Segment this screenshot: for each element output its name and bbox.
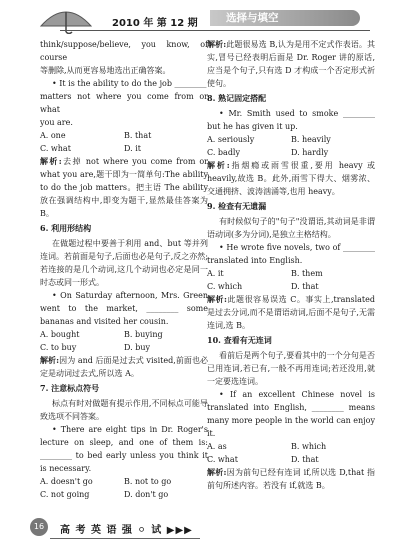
question-2: • On Saturday afternoon, Mrs. Green went to the market, ________ some bananas and visited her cousin. — [40, 291, 208, 326]
options-q1 — [40, 129, 208, 155]
option: C. not going — [40, 490, 90, 499]
options-q4 — [207, 133, 375, 159]
question-6: • If an excellent Chinese novel is translated into English, ________ means many more people in the world can enjoy it. — [207, 390, 375, 438]
option: D. buy — [124, 343, 151, 352]
section-7-title: 7. 注意标点符号 — [40, 383, 100, 393]
explanation-2: 解析:因为 and 后面是过去式 visited,前面也必定是动词过去式,所以选 A。 — [40, 355, 209, 378]
section-banner: 选择与填空 — [210, 10, 360, 26]
page-footer — [20, 518, 380, 538]
option: A. it — [207, 269, 224, 278]
section-9-title: 9. 检查有无遗漏 — [207, 201, 267, 211]
footer-title: 高 考 英 语 强 ⚪ 试 ▶▶▶ — [60, 525, 193, 536]
option: A. one — [40, 131, 66, 140]
section-10-text: 看前后是两个句子,要看其中的一个分句是否已用连词,若已有,一般不再用连词;若还没用,就一定要选连词。 — [207, 351, 375, 386]
question-1: • It is the ability to do the job ________ — [52, 79, 207, 88]
question-1-cont: matters not where you come from or what — [40, 92, 208, 114]
option: D. it — [124, 144, 141, 153]
option: A. bought — [40, 330, 80, 339]
option: C. what — [40, 144, 71, 153]
page-number: 16 — [30, 518, 48, 536]
section-9-text: 有时候似句子的"句子"没谓语,其动词是非谓语动词(多为分词),是独立主格结构。 — [207, 217, 375, 239]
options-q2 — [40, 328, 208, 354]
section-7-text: 标点有时对做题有提示作用,不同标点可能导致选项不同答案。 — [40, 399, 208, 421]
right-column — [207, 38, 375, 492]
option: C. badly — [207, 148, 241, 157]
option: B. them — [291, 269, 323, 278]
option: A. doesn't go — [40, 477, 93, 486]
option: D. that — [291, 455, 319, 464]
option: A. as — [207, 442, 227, 451]
question-5: • He wrote five novels, two of ________ translated into English. — [207, 243, 375, 265]
option: C. what — [207, 455, 238, 464]
option: A. seriously — [207, 135, 255, 144]
option: B. which — [291, 442, 327, 451]
option: D. hardly — [291, 148, 329, 157]
option: C. to buy — [40, 343, 77, 352]
option: B. not to go — [124, 477, 172, 486]
section-6-text: 在做题过程中要善于利用 and、but 等并列连词。若前面是句子,后面也必是句子,反之亦然;若连接的是几个动词,这几个动词也必定是同一时态或同一形式。 — [40, 239, 208, 287]
section-10-title: 10. 查看有无连词 — [207, 335, 272, 345]
option: B. buying — [124, 330, 163, 339]
question-3: • There are eight tips in Dr. Roger's lecture on sleep, and one of them is: ________ to bed early unless you think it is necessary. — [40, 425, 208, 473]
footer-divider — [50, 538, 200, 539]
option: D. don't go — [124, 490, 169, 499]
header-divider — [60, 30, 370, 31]
option: B. heavily — [291, 135, 331, 144]
option: B. that — [124, 131, 152, 140]
text-line: 等删除,从而更容易地选出正确答案。 — [40, 66, 171, 75]
explanation-5: 解析:此题很容易误选 C。事实上,translated 是过去分词,而不是谓语动词,后面不是句子,无需连词,选 B。 — [207, 294, 375, 330]
option: D. that — [291, 282, 319, 291]
explanation-1: 解析:去掉 not where you come from or what you are,题干即为一简单句:The ability to do the job matters。把主语 The ability 放在强调结构中,即变为题干,显然最佳答案为 B。 — [40, 156, 208, 218]
options-q5 — [207, 267, 375, 293]
left-column — [40, 38, 208, 501]
text-line: think/suppose/believe, you know, of course — [40, 40, 208, 62]
explanation-4: 解析:指烟瘾或雨雪很重,要用 heavy 或 heavily,故选 B。此外,雨雪下得大、烟雾浓、交通拥挤、波涛汹涌等,也用 heavy。 — [207, 160, 375, 196]
section-6-title: 6. 利用形结构 — [40, 223, 92, 233]
explanation-6: 解析:因为前句已经有连词 if,所以选 D,that 指前句所述内容。若没有 if,就选 B。 — [207, 467, 376, 490]
explanation-3: 解析:此题很易选 B,认为是用不定式作表语。其实,冒号已经表明后面是 Dr. Roger 讲的原话,应当是个句子,只有选 D 才构成一个否定形式祈使句。 — [207, 39, 375, 88]
option: C. which — [207, 282, 243, 291]
section-8-title: 8. 熟记固定搭配 — [207, 93, 267, 103]
issue-label: 2010 年 第 12 期 — [112, 18, 198, 29]
options-q3 — [40, 475, 208, 501]
options-q6 — [207, 440, 375, 466]
question-1-cont: you are. — [40, 118, 73, 127]
question-4: • Mr. Smith used to smoke ________ but he has given it up. — [207, 109, 375, 131]
page-header — [0, 0, 400, 36]
